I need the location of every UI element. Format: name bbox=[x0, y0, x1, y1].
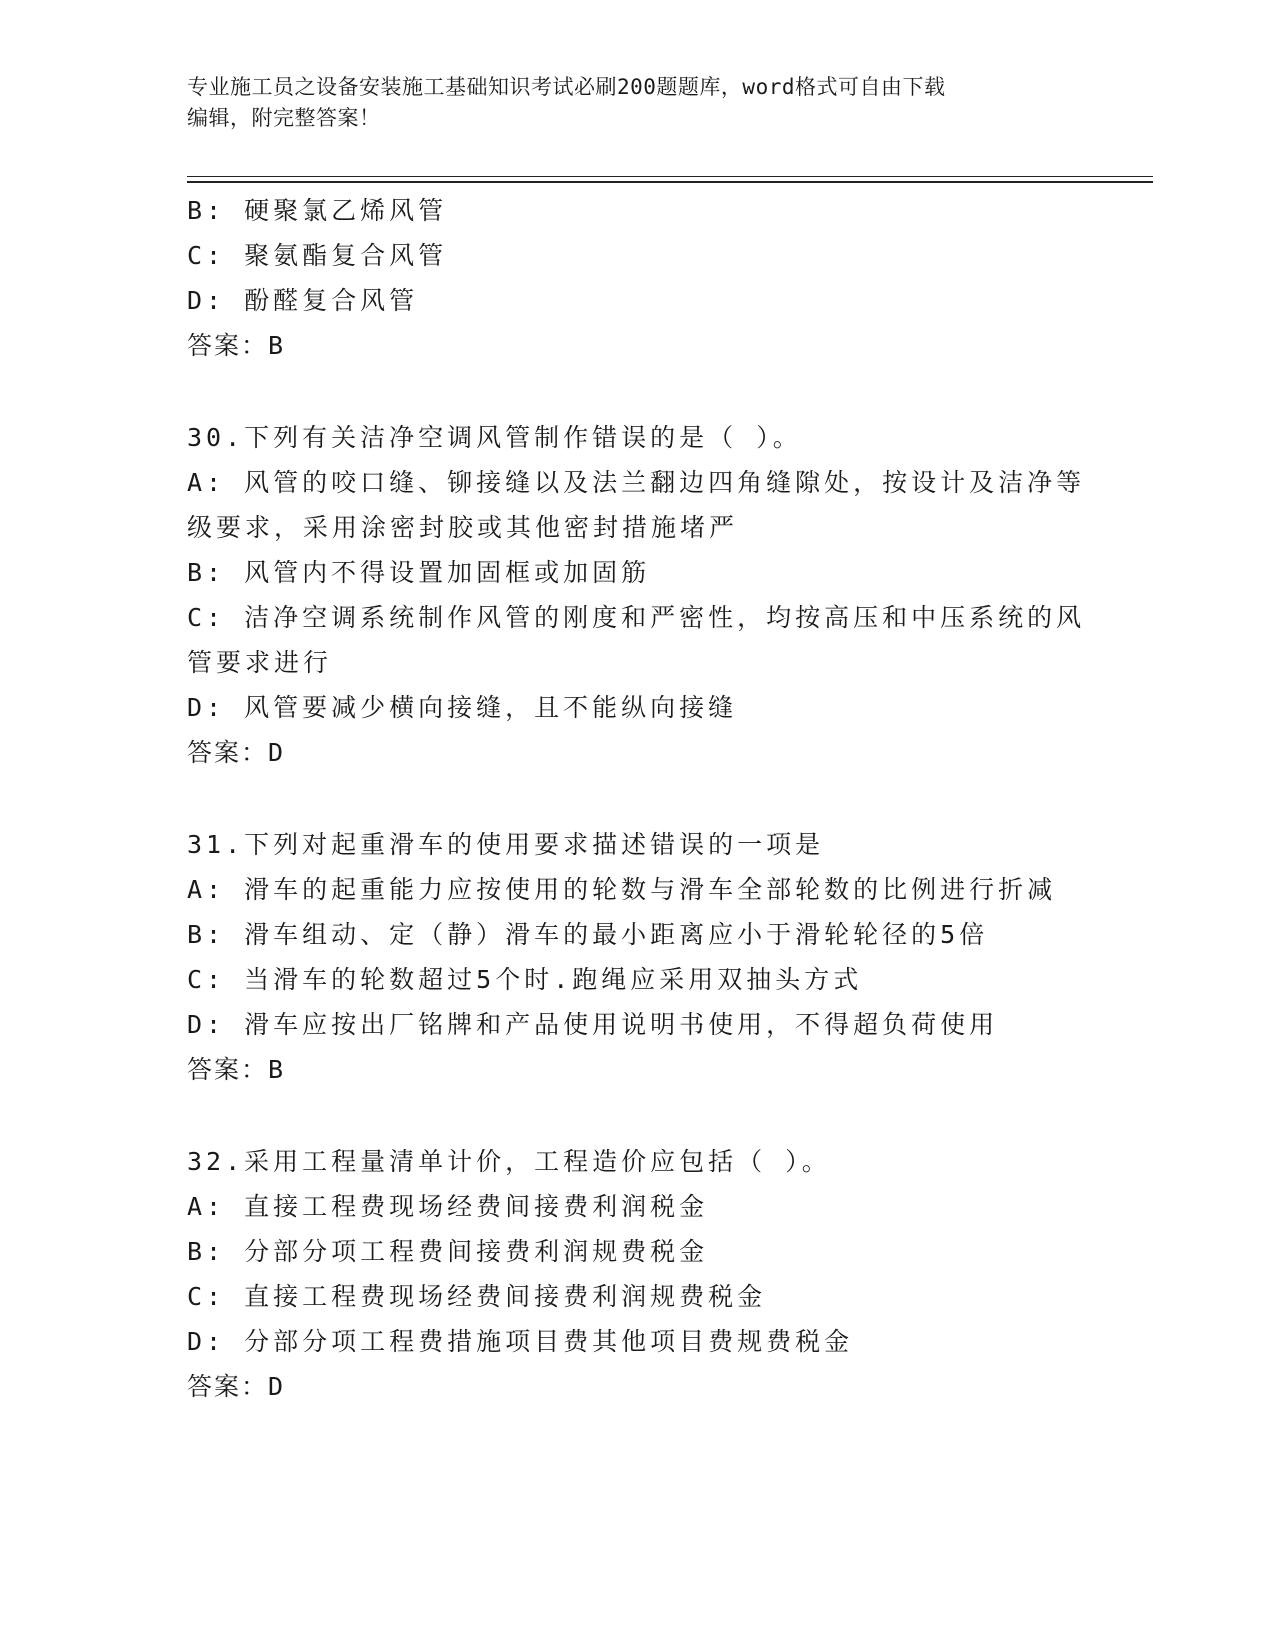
option-d: D: 酚醛复合风管 bbox=[187, 286, 419, 315]
spacer bbox=[187, 1092, 1087, 1139]
option-d: D: 风管要减少横向接缝，且不能纵向接缝 bbox=[187, 693, 738, 722]
option-b: B: 硬聚氯乙烯风管 bbox=[187, 196, 448, 225]
option-b: B: 风管内不得设置加固框或加固筋 bbox=[187, 558, 651, 587]
answer-line: 答案：B bbox=[187, 1055, 286, 1084]
header-title-line-2: 编辑，附完整答案！ bbox=[187, 106, 381, 130]
question-31 bbox=[187, 822, 1087, 1092]
document-header bbox=[187, 72, 1067, 134]
question-stem: 31.下列对起重滑车的使用要求描述错误的一项是 bbox=[187, 830, 825, 859]
header-rule-thin bbox=[187, 176, 1153, 177]
question-29-continuation bbox=[187, 188, 1087, 368]
option-c: C: 直接工程费现场经费间接费利润规费税金 bbox=[187, 1282, 767, 1311]
header-rule-thick bbox=[187, 181, 1153, 183]
option-d: D: 分部分项工程费措施项目费其他项目费规费税金 bbox=[187, 1327, 854, 1356]
spacer bbox=[187, 775, 1087, 822]
option-c: C: 聚氨酯复合风管 bbox=[187, 241, 448, 270]
option-a-continued: 级要求，采用涂密封胶或其他密封措施堵严 bbox=[187, 513, 739, 542]
option-d: D: 滑车应按出厂铭牌和产品使用说明书使用，不得超负荷使用 bbox=[187, 1010, 999, 1039]
answer-line: 答案：D bbox=[187, 1372, 286, 1401]
answer-line: 答案：D bbox=[187, 738, 286, 767]
option-a: A: 滑车的起重能力应按使用的轮数与滑车全部轮数的比例进行折减 bbox=[187, 875, 1057, 904]
option-c-continued: 管要求进行 bbox=[187, 648, 333, 677]
option-b: B: 滑车组动、定（静）滑车的最小距离应小于滑轮轮径的5倍 bbox=[187, 920, 989, 949]
question-stem: 30.下列有关洁净空调风管制作错误的是（ ）。 bbox=[187, 423, 802, 452]
question-32 bbox=[187, 1139, 1087, 1409]
question-stem: 32.采用工程量清单计价，工程造价应包括（ ）。 bbox=[187, 1147, 831, 1176]
header-title-line-1: 专业施工员之设备安装施工基础知识考试必刷200题题库，word格式可自由下载 bbox=[187, 75, 946, 99]
option-c: C: 当滑车的轮数超过5个时.跑绳应采用双抽头方式 bbox=[187, 965, 863, 994]
option-a: A: 风管的咬口缝、铆接缝以及法兰翻边四角缝隙处，按设计及洁净等 bbox=[187, 468, 1086, 497]
option-b: B: 分部分项工程费间接费利润规费税金 bbox=[187, 1237, 709, 1266]
option-a: A: 直接工程费现场经费间接费利润税金 bbox=[187, 1192, 709, 1221]
question-content bbox=[187, 188, 1087, 1409]
question-30 bbox=[187, 415, 1087, 775]
spacer bbox=[187, 368, 1087, 415]
option-c: C: 洁净空调系统制作风管的刚度和严密性，均按高压和中压系统的风 bbox=[187, 603, 1086, 632]
answer-line: 答案：B bbox=[187, 331, 286, 360]
